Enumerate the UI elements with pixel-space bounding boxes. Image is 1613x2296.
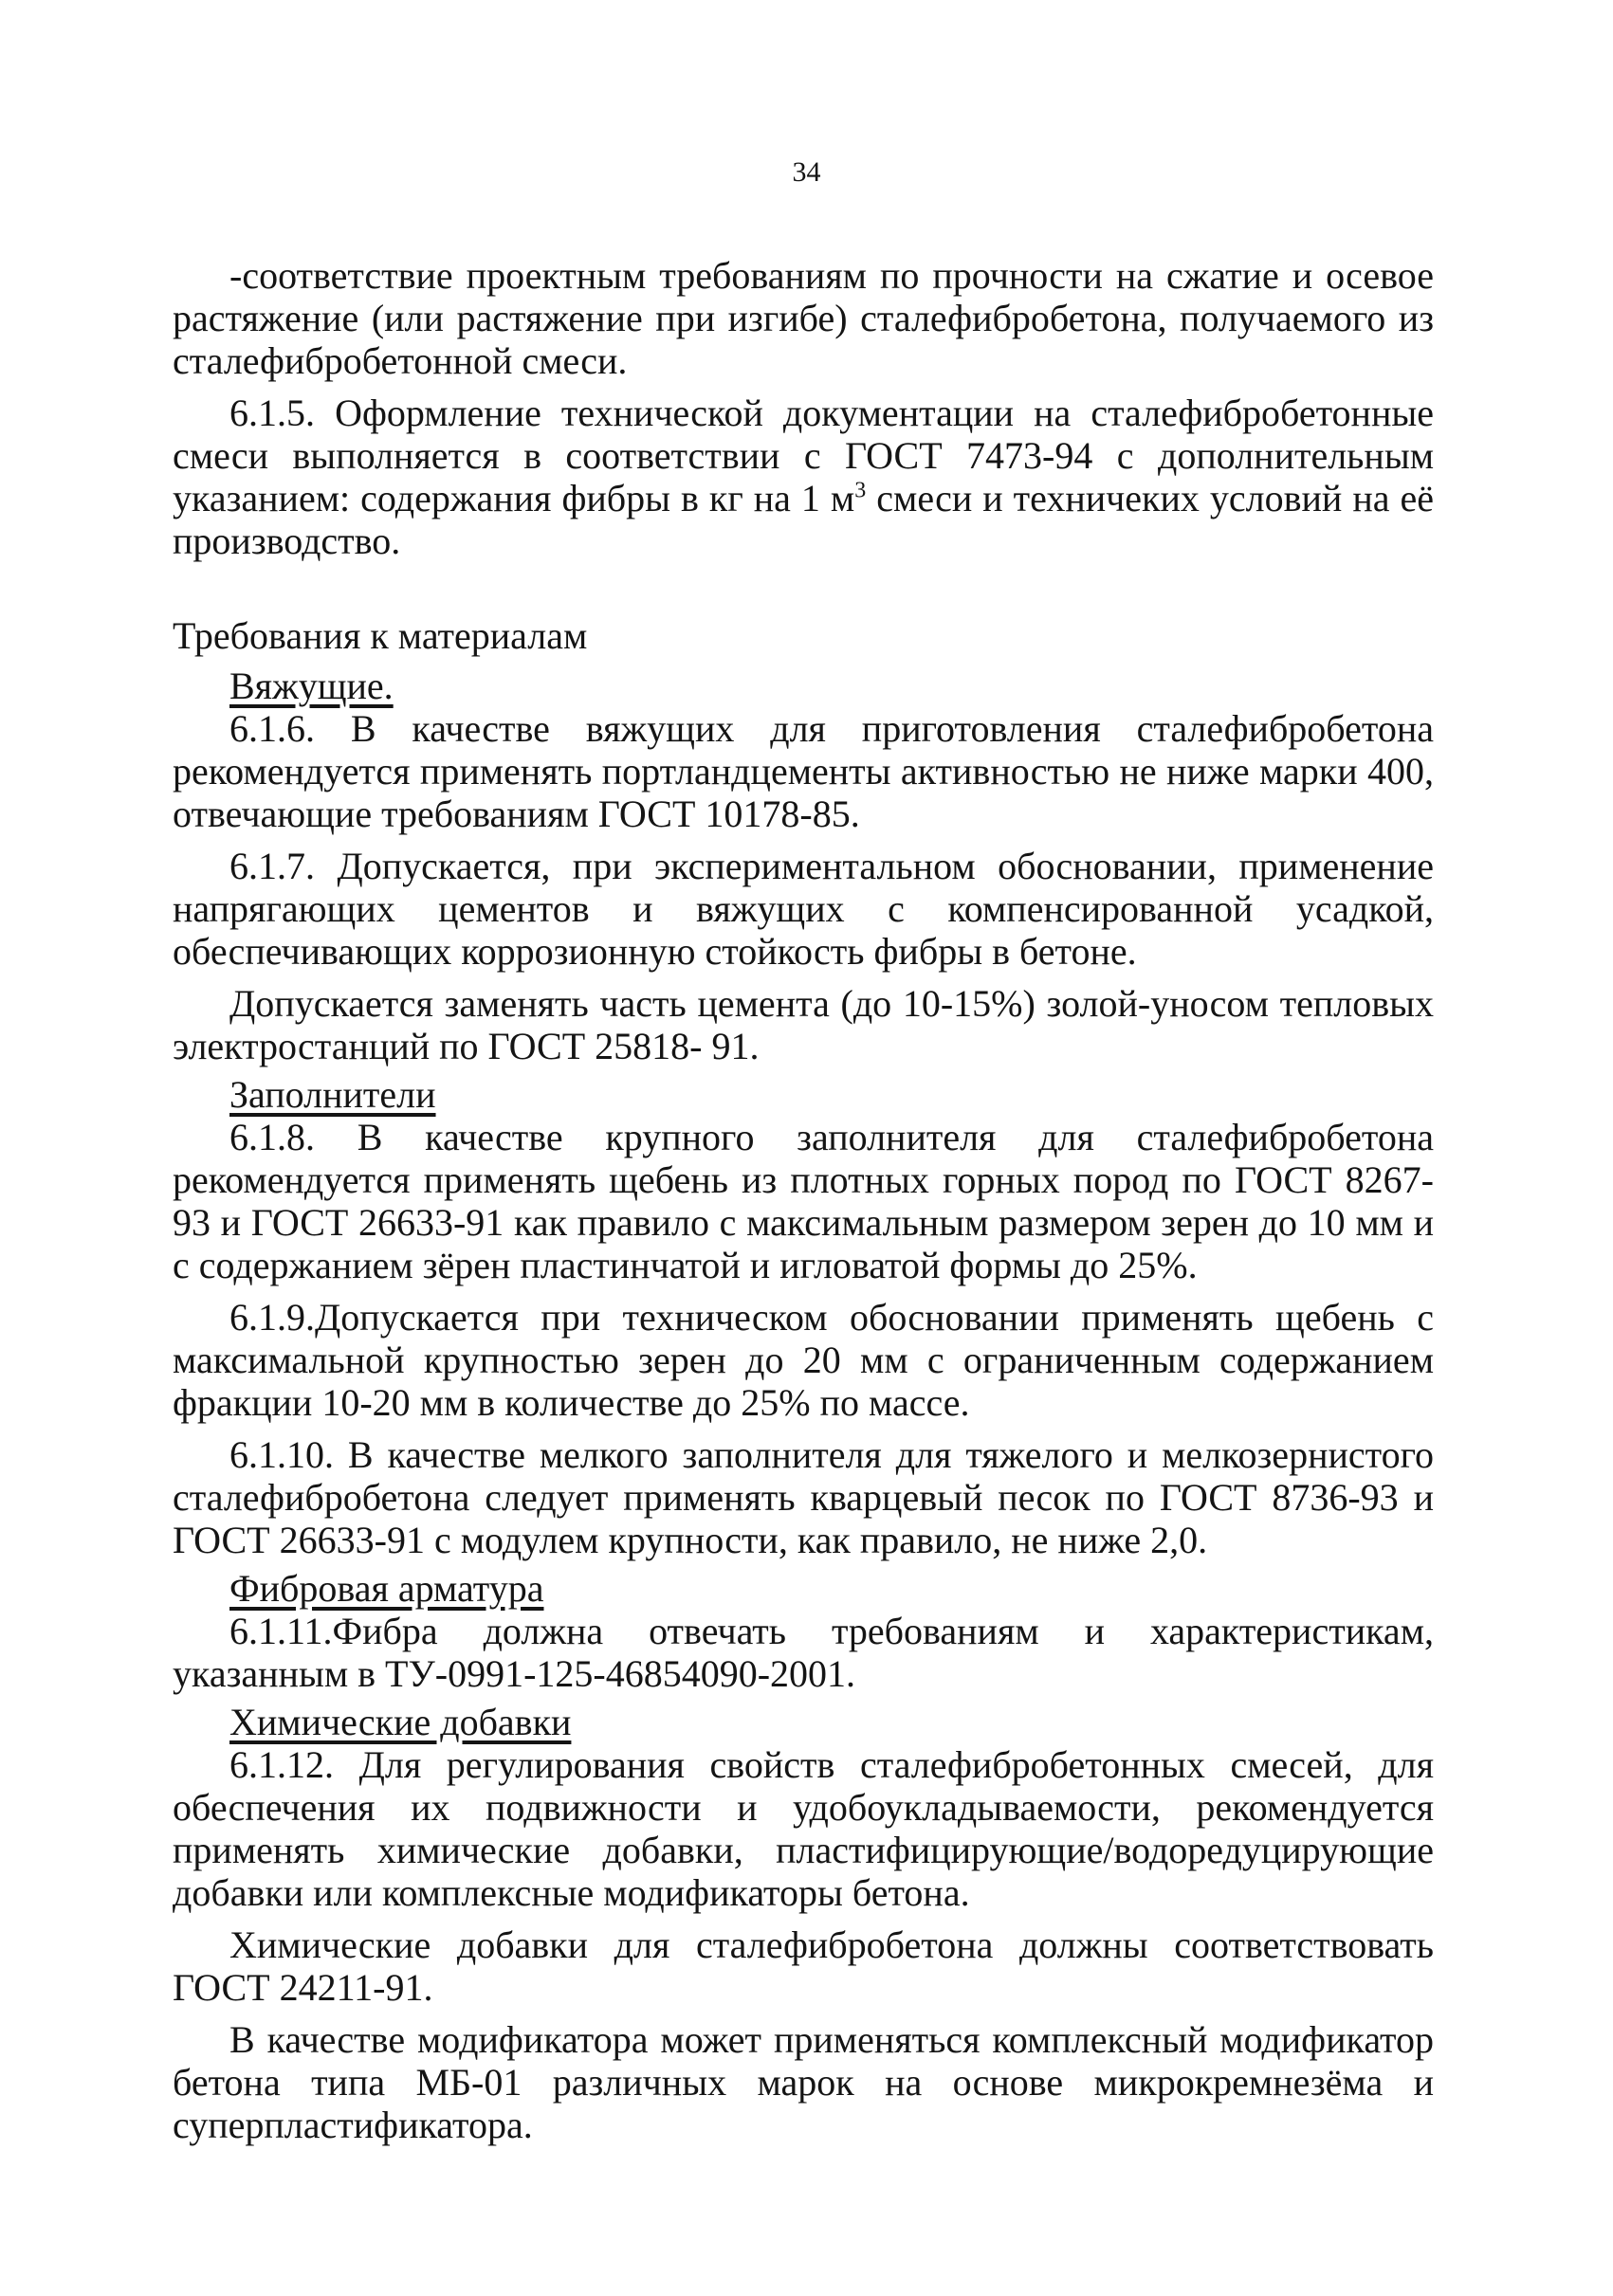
superscript-cubic: 3 [854,478,867,503]
paragraph-6-1-11: 6.1.11.Фибра должна отвечать требованиям и характеристикам, указанным в ТУ-0991-125-46854090-2001. [173,1610,1434,1695]
paragraph-6-1-5-text-end: смеси и техничеких условий на её производство. [173,477,1434,562]
section-heading-materials: Требования к материалам [173,614,588,657]
subheading-binders: Вяжущие. [229,665,394,707]
paragraph-6-1-7: 6.1.7. Допускается, при экспериментальном обосновании, применение напрягающих цементов и вяжущих с компенсированной усадкой, обеспечивающих коррозионную стойкость фибры в бетоне. [173,845,1434,973]
paragraph-modifier: В качестве модификатора может применяться комплексный модификатор бетона типа МБ-01 различных марок на основе микрокремнезёма и суперпластификатора. [173,2018,1434,2146]
paragraph-6-1-10: 6.1.10. В качестве мелкого заполнителя для тяжелого и мелкозернистого сталефибробетона следует применять кварцевый песок по ГОСТ 8736-93 и ГОСТ 26633-91 с модулем крупности, как правило, не ниже 2,0. [173,1433,1434,1561]
paragraph-6-1-5 [173,392,1434,562]
paragraph-6-1-5-text: 6.1.5. Оформление технической документации на сталефибробетонные смеси выполняется в соответствии с ГОСТ 7473-94 с дополнительным указанием: содержания фибры в кг на 1 м [173,392,1434,519]
paragraph-6-1-6: 6.1.6. В качестве вяжущих для приготовления сталефибробетона рекомендуется применять портландцементы активностью не ниже марки 400, отвечающие требованиям ГОСТ 10178-85. [173,707,1434,835]
subheading-aggregates: Заполнители [229,1073,436,1116]
paragraph-6-1-9: 6.1.9.Допускается при техническом обосновании применять щебень с максимальной крупностью зерен до 20 мм с ограниченным содержанием фракции 10-20 мм в количестве до 25% по массе. [173,1296,1434,1424]
page-number: 34 [792,156,821,188]
paragraph-6-1-12: 6.1.12. Для регулирования свойств сталефибробетонных смесей, для обеспечения их подвижности и удобоукладываемости, рекомендуется применять химические добавки, пластифицирующие/водоредуцирующие добавки или комплексные модификаторы бетона. [173,1743,1434,1914]
paragraph-compliance: -соответствие проектным требованиям по прочности на сжатие и осевое растяжение (или растяжение при изгибе) сталефибробетона, получаемого из сталефибробетонной смеси. [173,254,1434,382]
document-body [173,254,1434,2146]
paragraph-6-1-8: 6.1.8. В качестве крупного заполнителя для сталефибробетона рекомендуется применять щебень из плотных горных пород по ГОСТ 8267-93 и ГОСТ 26633-91 как правило с максимальным размером зерен до 10 мм и с содержанием зёрен пластинчатой и игловатой формы до 25%. [173,1116,1434,1286]
paragraph-fly-ash: Допускается заменять часть цемента (до 10-15%) золой-уносом тепловых электростанций по ГОСТ 25818- 91. [173,982,1434,1067]
subheading-fiber-reinforcement: Фибровая арматура [229,1567,544,1610]
subheading-chemical-additives: Химические добавки [229,1701,572,1743]
paragraph-additives-standard: Химические добавки для сталефибробетона должны соответствовать ГОСТ 24211-91. [173,1923,1434,2009]
